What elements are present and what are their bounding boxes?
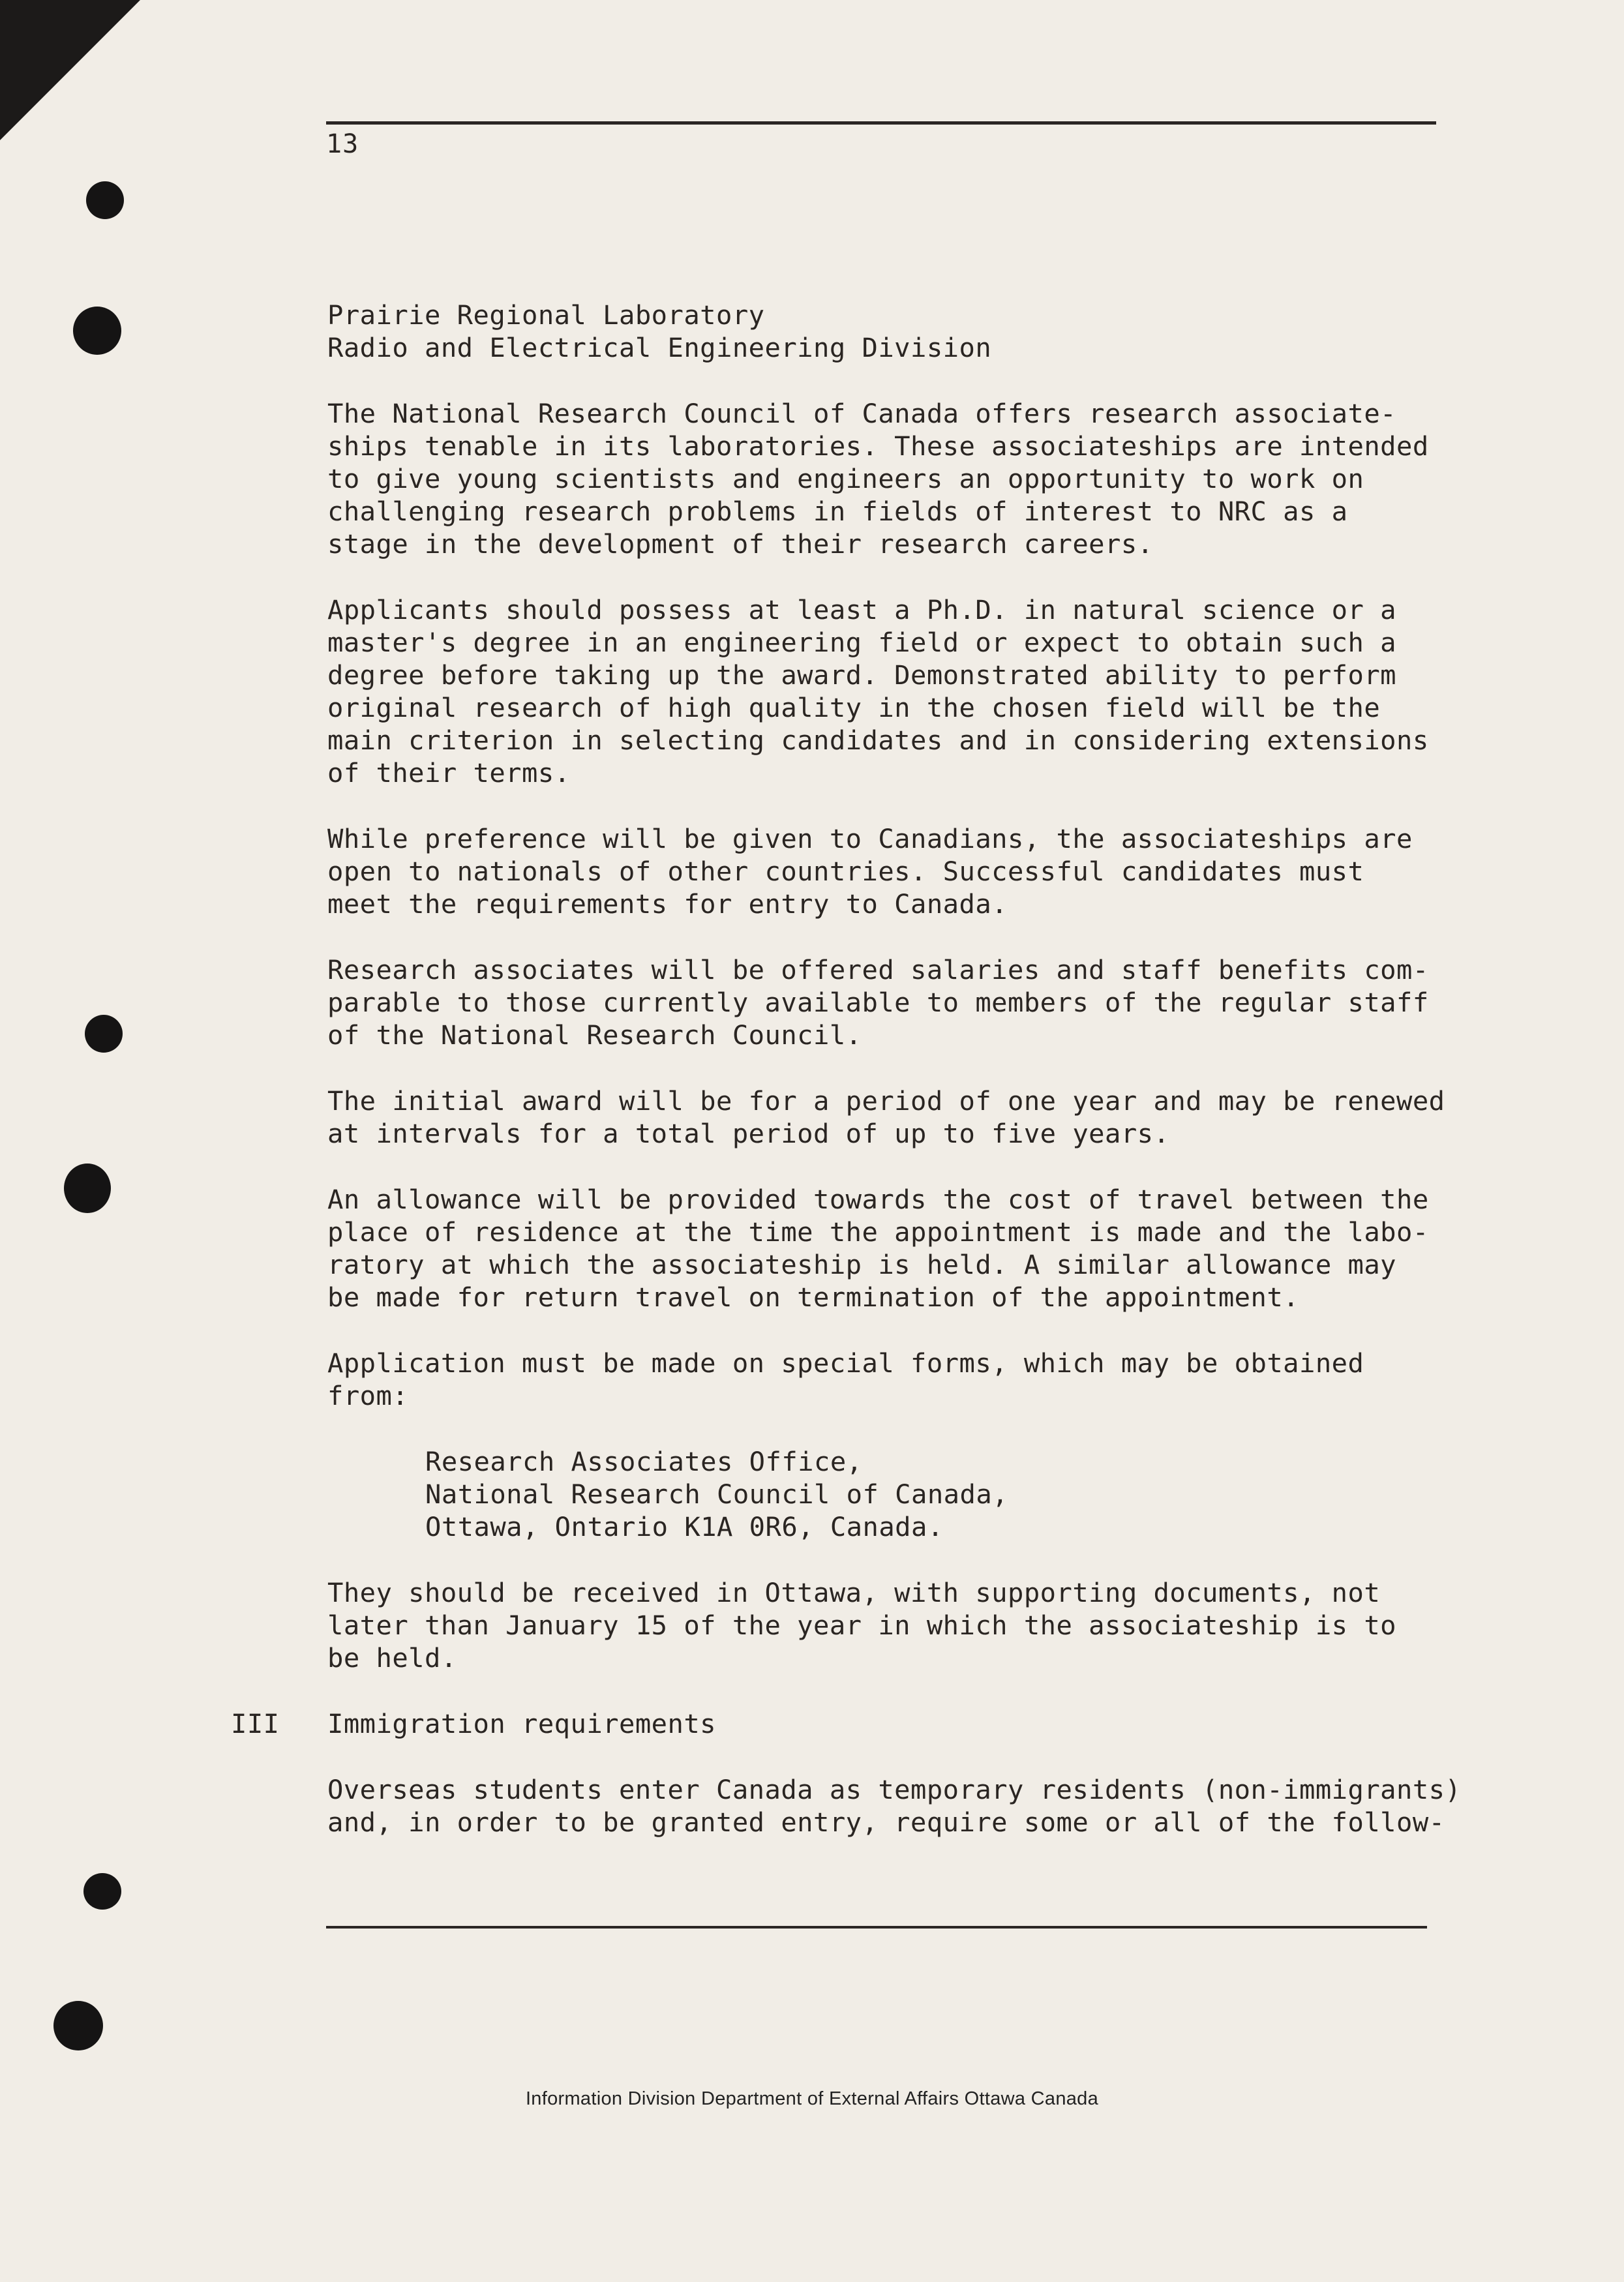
paragraph: While preference will be given to Canadians, the associateships are open to nationals of other countries. Successful candidates must meet the requirements for entry to Canada.	[327, 823, 1413, 920]
binder-hole	[83, 1873, 121, 1910]
document-body	[231, 299, 1495, 1872]
binder-hole	[86, 181, 124, 219]
paragraph: Research associates will be offered salaries and staff benefits com- parable to those currently available to members of the regular staff of the National Research Council.	[327, 954, 1429, 1051]
binder-hole	[64, 1164, 111, 1213]
bottom-rule	[326, 1926, 1427, 1929]
deadline-paragraph: They should be received in Ottawa, with supporting documents, not later than January 15 of the year in which the associateship is to be held.	[327, 1577, 1396, 1674]
binder-hole	[85, 1015, 123, 1053]
binder-hole	[73, 307, 121, 355]
paragraph: An allowance will be provided towards the cost of travel between the place of residence at the time the appointment is made and the labo- ratory at which the associateship is held. A similar allowance may be made for return travel on termination of the appointment.	[327, 1184, 1429, 1313]
section-body: Overseas students enter Canada as temporary residents (non-immigrants) and, in order to be granted entry, require some or all of the follow-	[327, 1774, 1462, 1838]
binder-hole	[53, 2001, 103, 2050]
paragraph: The initial award will be for a period of one year and may be renewed at intervals for a total period of up to five years.	[327, 1085, 1445, 1149]
top-rule	[326, 121, 1436, 125]
folded-corner	[0, 0, 140, 140]
section-title: Immigration requirements	[327, 1708, 716, 1739]
paragraph: Application must be made on special forms, which may be obtained from:	[327, 1347, 1364, 1411]
paragraph: The National Research Council of Canada offers research associate- ships tenable in its laboratories. These associateships are intended to give young scientists and engineers an opportunity to work on challenging research problems in fields of interest to NRC as a stage in the development of their research careers.	[327, 398, 1429, 560]
paragraph: Applicants should possess at least a Ph.D. in natural science or a master's degree in an engineering field or expect to obtain such a degree before taking up the award. Demonstrated ability to perform original research of high quality in the chosen field will be the main criterion in selecting candidates and in considering extensions of their terms.	[327, 594, 1429, 788]
footer-imprint: Information Division Department of External Affairs Ottawa Canada	[525, 2088, 1099, 2109]
mailing-address: Research Associates Office, National Research Council of Canada, Ottawa, Ontario K1A 0R6, Canada.	[425, 1446, 1008, 1542]
lab-heading: Prairie Regional Laboratory Radio and Electrical Engineering Division	[327, 299, 992, 363]
section-numeral: III	[231, 1708, 280, 1739]
page-number: 13	[326, 129, 359, 159]
section-heading	[231, 1707, 1495, 1740]
